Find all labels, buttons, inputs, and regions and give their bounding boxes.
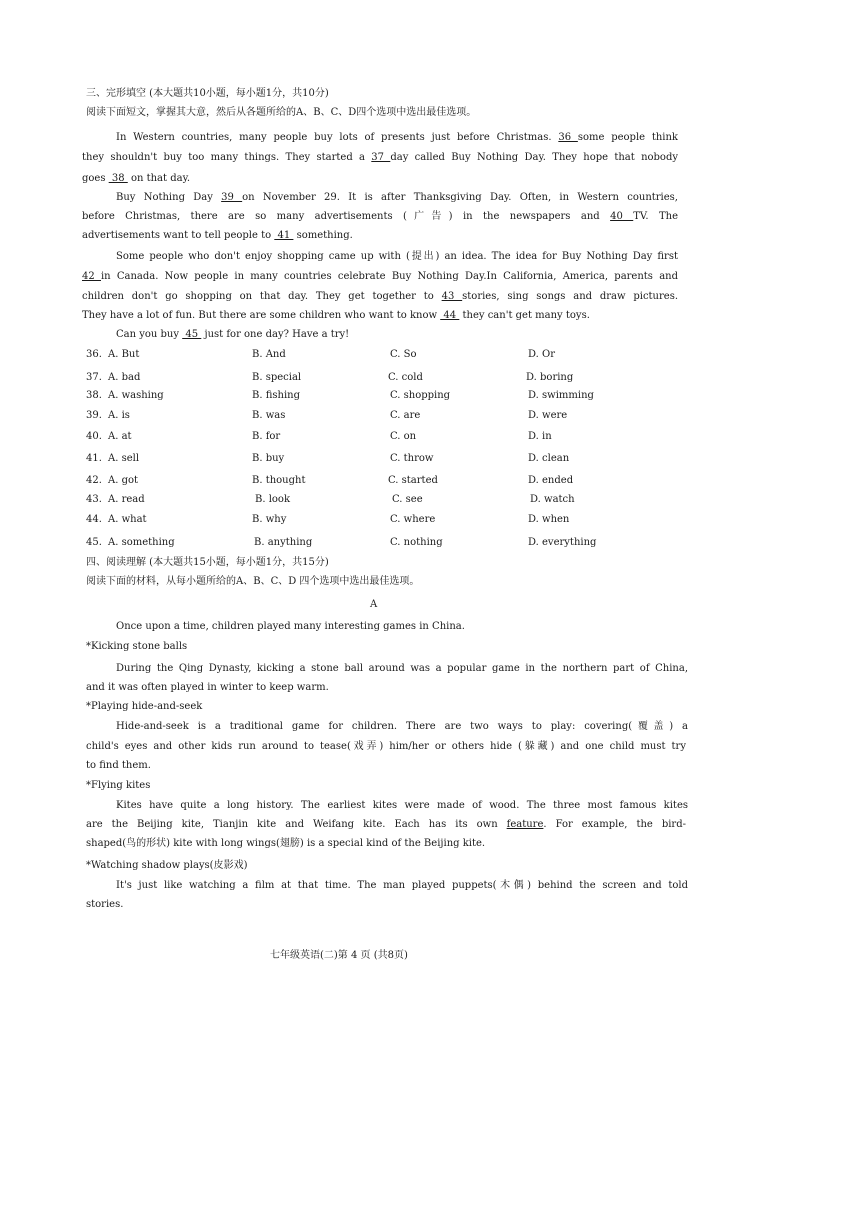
option-num: 41.: [86, 453, 102, 464]
para4-line1: [116, 328, 349, 342]
kicking-line1: [116, 662, 688, 676]
option-c: C. nothing: [390, 537, 443, 548]
kites-line2: [86, 818, 686, 832]
para3-line3: [82, 290, 678, 304]
option-num: 42.: [86, 475, 102, 486]
option-a: A. washing: [108, 390, 164, 401]
option-d: D. in: [528, 431, 552, 442]
kites-line3: shaped(鸟的形状) kite with long wings(翅膀) is a special kind of the Beijing kite.: [86, 838, 486, 849]
option-a: A. sell: [108, 453, 140, 464]
text: goes: [82, 173, 106, 184]
option-a: A. something: [108, 537, 175, 548]
option-num: 38.: [86, 390, 102, 401]
blank-40: 40: [610, 211, 634, 222]
option-b: B. why: [252, 514, 287, 525]
option-c: C. cold: [388, 372, 423, 383]
option-num: 39.: [86, 410, 102, 421]
option-num: 43.: [86, 494, 102, 505]
text: Hide-and-seek is a traditional game for children. There are two ways to play: covering(覆盖) a: [116, 721, 688, 732]
text: in Canada. Now people in many countries celebrate Buy Nothing Day.In California, America, parents and: [100, 271, 678, 282]
option-b: B. And: [252, 349, 286, 360]
option-c: C. see: [392, 494, 423, 505]
text: TV. The: [633, 211, 679, 222]
blank-38: 38: [108, 173, 128, 184]
section3-instruction: 阅读下面短文，掌握其大意，然后从各题所给的A、B、C、D四个选项中选出最佳选项。: [86, 107, 477, 118]
option-d: D. watch: [530, 494, 575, 505]
option-b: B. look: [255, 494, 291, 505]
option-d: D. were: [528, 410, 568, 421]
option-a: A. bad: [108, 372, 141, 383]
option-c: C. throw: [390, 453, 434, 464]
para2-line3: [82, 229, 353, 243]
option-a: A. But: [108, 349, 140, 360]
shadow-line2: stories.: [86, 899, 124, 910]
blank-45: 45: [182, 329, 202, 340]
option-num: 36.: [86, 349, 102, 360]
section3-heading: 三、完形填空 (本大题共10小题，每小题1分，共10分): [86, 88, 329, 99]
text: something.: [296, 230, 353, 241]
subheading-kites: *Flying kites: [86, 780, 151, 791]
para1-line1: [116, 131, 678, 145]
para1-line2: [82, 151, 678, 165]
text: they can't get many toys.: [462, 310, 590, 321]
text: stories, sing songs and draw pictures.: [462, 291, 679, 302]
text: advertisements want to tell people to: [82, 230, 272, 241]
kites-line1: [116, 799, 688, 813]
para3-line2: [82, 270, 678, 284]
para3-line4: [82, 309, 590, 323]
hide-seek-line3: to find them.: [86, 760, 151, 771]
option-d: D. everything: [528, 537, 597, 548]
text: Some people who don't enjoy shopping came up with (提出) an idea. The idea for Buy Nothing Day first: [116, 251, 678, 262]
option-c: C. So: [390, 349, 417, 360]
text: In Western countries, many people buy lots of presents just before Christmas.: [116, 132, 552, 143]
option-num: 37.: [86, 372, 102, 383]
option-b: B. buy: [252, 453, 285, 464]
subheading-shadow-plays: *Watching shadow plays(皮影戏): [86, 860, 248, 871]
text: It's just like watching a film at that time. The man played puppets(木偶) behind the screen and told: [116, 880, 688, 891]
option-c: C. are: [390, 410, 421, 421]
text: before Christmas, there are so many advertisements (广告) in the newspapers and: [82, 211, 600, 222]
blank-42: 42: [82, 271, 101, 282]
option-a: A. is: [108, 410, 130, 421]
text: day called Buy Nothing Day. They hope that nobody: [390, 152, 678, 163]
passage-intro: Once upon a time, children played many interesting games in China.: [116, 621, 465, 632]
blank-41: 41: [274, 230, 294, 241]
hide-seek-line2: [86, 740, 686, 754]
text: child's eyes and other kids run around to tease(戏弄) him/her or others hide (躲藏) and one child must try: [86, 741, 686, 752]
blank-43: 43: [441, 291, 463, 302]
option-a: A. at: [108, 431, 132, 442]
text: some people think: [577, 132, 678, 143]
text: They have a lot of fun. But there are some children who want to know: [82, 310, 438, 321]
option-num: 44.: [86, 514, 102, 525]
text: Buy Nothing Day: [116, 192, 213, 203]
blank-37: 37: [371, 152, 391, 163]
option-d: D. when: [528, 514, 570, 525]
text: on that day.: [130, 173, 191, 184]
blank-44: 44: [440, 310, 460, 321]
blank-39: 39: [221, 192, 243, 203]
text: are the Beijing kite, Tianjin kite and Weifang kite. Each has its own: [86, 819, 498, 830]
option-a: A. read: [108, 494, 145, 505]
text: just for one day? Have a try!: [204, 329, 350, 340]
text: they shouldn't buy too many things. They started a: [82, 152, 365, 163]
page-footer: 七年级英语(二)第 4 页 (共8页): [270, 950, 408, 961]
blank-36: 36: [558, 132, 578, 143]
shadow-line1: [116, 879, 688, 893]
option-num: 40.: [86, 431, 102, 442]
text: on November 29. It is after Thanksgiving Day. Often, in Western countries,: [242, 192, 678, 203]
option-a: A. what: [108, 514, 147, 525]
text: . For example, the bird-: [543, 819, 686, 830]
option-c: C. shopping: [390, 390, 451, 401]
option-b: B. thought: [252, 475, 306, 486]
option-a: A. got: [108, 475, 139, 486]
option-d: D. swimming: [528, 390, 594, 401]
section4-instruction: 阅读下面的材料，从每小题所给的A、B、C、D 四个选项中选出最佳选项。: [86, 576, 420, 587]
para2-line2: [82, 210, 678, 224]
text: Can you buy: [116, 329, 180, 340]
option-b: B. fishing: [252, 390, 300, 401]
para1-line3: [82, 172, 190, 186]
option-d: D. Or: [528, 349, 555, 360]
option-num: 45.: [86, 537, 102, 548]
option-d: D. boring: [526, 372, 574, 383]
text: During the Qing Dynasty, kicking a stone ball around was a popular game in the northern part of China,: [116, 663, 688, 674]
option-c: C. started: [388, 475, 438, 486]
option-b: B. special: [252, 372, 302, 383]
option-c: C. on: [390, 431, 417, 442]
para3-line1: [116, 250, 678, 264]
section4-heading: 四、阅读理解 (本大题共15小题，每小题1分，共15分): [86, 557, 329, 568]
text: Kites have quite a long history. The earliest kites were made of wood. The three most famous kites: [116, 800, 688, 811]
option-d: D. ended: [528, 475, 574, 486]
option-d: D. clean: [528, 453, 570, 464]
underlined-word: feature: [506, 819, 544, 830]
option-b: B. for: [252, 431, 281, 442]
option-b: B. was: [252, 410, 286, 421]
para2-line1: [116, 191, 678, 205]
subheading-kicking: *Kicking stone balls: [86, 641, 188, 652]
kicking-line2: and it was often played in winter to keep warm.: [86, 682, 329, 693]
subheading-hide-seek: *Playing hide-and-seek: [86, 701, 203, 712]
option-b: B. anything: [254, 537, 313, 548]
text: children don't go shopping on that day. They get together to: [82, 291, 434, 302]
hide-seek-line1: [116, 720, 688, 734]
option-c: C. where: [390, 514, 436, 525]
passage-label: A: [370, 599, 378, 610]
